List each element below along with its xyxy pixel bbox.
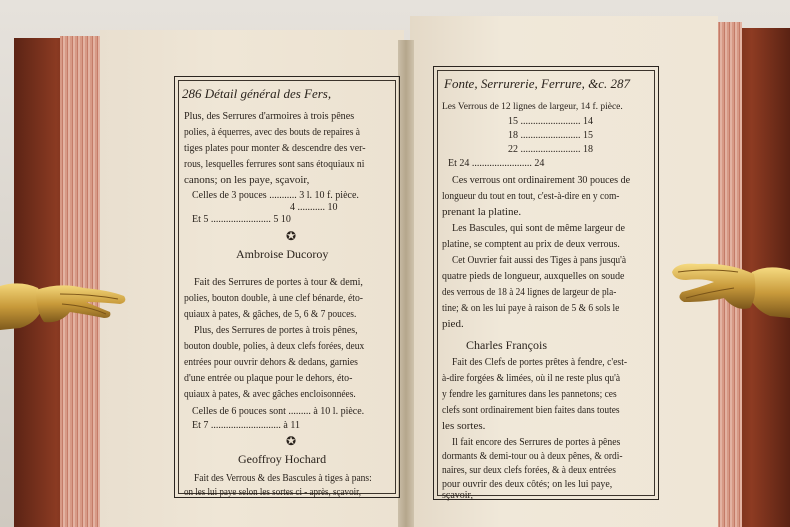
left-line-10: Fait des Serrures de portes à tour & demi, [194, 276, 363, 288]
ornament-icon-2: ✪ [286, 434, 297, 448]
left-line-9: Ambroise Ducoroy [236, 247, 329, 261]
right-line-18: à-dire forgées & limées, où il ne reste plus qu'à [442, 372, 621, 384]
right-line-9: Les Bascules, qui sont de même largeur de [452, 222, 625, 234]
left-page-header: 286 Détail général des Fers, [182, 86, 332, 101]
right-line-16: Charles François [466, 338, 547, 352]
right-line-1: Les Verrous de 12 lignes de largeur, 14 f. pièce. [442, 102, 623, 112]
right-line-25: pour ouvrir des deux côtés; on les lui paye, [442, 478, 613, 490]
right-line-10: platine, se comptent au prix de deux verrous. [442, 238, 620, 250]
left-line-6: Celles de 3 pouces ........... 3 l. 10 f. pièce. [192, 190, 359, 201]
ornament-icon-1: ✪ [286, 229, 297, 243]
right-line-22: Il fait encore des Serrures de portes à pênes [452, 436, 621, 448]
book-gutter [398, 40, 414, 527]
right-line-23: dormants & demi-tour ou à deux pênes, & ordi- [442, 450, 623, 462]
right-line-7: longueur du tout en tout, c'est-à-dire en y com- [442, 190, 620, 202]
right-line-3: 18 ........................ 15 [508, 130, 593, 141]
left-line-11: polies, bouton double, à une clef bénarde, éto- [184, 292, 364, 304]
right-line-14: tine; & on les lui paye à raison de 5 & 6 sols le [442, 302, 620, 314]
left-line-15: entrées pour ouvrir dehors & dedans, garnies [184, 356, 358, 368]
right-line-24: naires, sur deux clefs forées, & à deux entrées [442, 464, 616, 476]
right-line-8: prenant la platine. [442, 206, 522, 218]
right-line-19: y fendre les garnitures dans les pannetons; ces [442, 388, 617, 400]
brass-hand-right-icon [668, 256, 790, 326]
left-line-17: quiaux à pates, & avec gâches encloisonnées. [184, 388, 356, 400]
left-line-14: bouton double, polies, à deux clefs forées, deux [184, 340, 365, 352]
left-line-13: Plus, des Serrures de portes à trois pênes, [194, 324, 358, 336]
right-line-20: clefs sont ordinairement bien faites dans toutes [442, 404, 620, 416]
left-line-8: Et 5 ........................ 5 10 [192, 214, 291, 225]
left-line-18: Celles de 6 pouces sont ......... à 10 l. pièce. [192, 406, 365, 417]
right-page-header: Fonte, Serrurerie, Ferrure, &c. 287 [444, 76, 631, 91]
left-line-21: Fait des Verrous & des Bascules à tiges à pans: [194, 472, 372, 484]
left-line-5: canons; on les paye, sçavoir, [184, 174, 310, 186]
right-line-21: les sortes. [442, 420, 486, 432]
left-line-1: Plus, des Serrures d'armoires à trois pênes [184, 110, 355, 122]
right-line-2: 15 ........................ 14 [508, 116, 593, 127]
left-line-7: 4 ........... 10 [290, 202, 338, 213]
left-line-16: d'une entrée ou plaque pour le dehors, éto- [184, 372, 353, 384]
left-line-4: rous, lesquelles ferrures sont sans étoquiaux ni [184, 158, 365, 170]
left-line-22: on les lui paye selon les sortes ci - après, sçavoir, [184, 486, 361, 498]
left-line-20: Geoffroy Hochard [238, 452, 327, 466]
right-line-15: pied. [442, 318, 464, 330]
right-line-11: Cet Ouvrier fait aussi des Tiges à pans jusqu'à [452, 254, 627, 266]
right-line-5: Et 24 ........................ 24 [448, 158, 545, 169]
right-line-6: Ces verrous ont ordinairement 30 pouces de [452, 174, 631, 186]
left-line-12: quiaux à pates, & gâches, de 5, 6 & 7 pouces. [184, 308, 357, 320]
right-line-13: des verrous de 18 à 24 lignes de largeur de pla- [442, 286, 617, 298]
left-line-19: Et 7 ............................ à 11 [192, 420, 300, 431]
right-line-4: 22 ........................ 18 [508, 144, 593, 155]
right-line-17: Fait des Clefs de portes prêtes à fendre, c'est- [452, 356, 628, 368]
right-line-26: sçavoir, [442, 490, 473, 501]
left-line-3: tiges plates pour monter & descendre des ver- [184, 142, 366, 154]
brass-hand-left-icon [0, 272, 130, 338]
left-line-2: polies, à équerres, avec des bouts de repaires à [184, 126, 360, 138]
right-line-12: quatre pieds de longueur, auxquelles on soude [442, 270, 625, 282]
